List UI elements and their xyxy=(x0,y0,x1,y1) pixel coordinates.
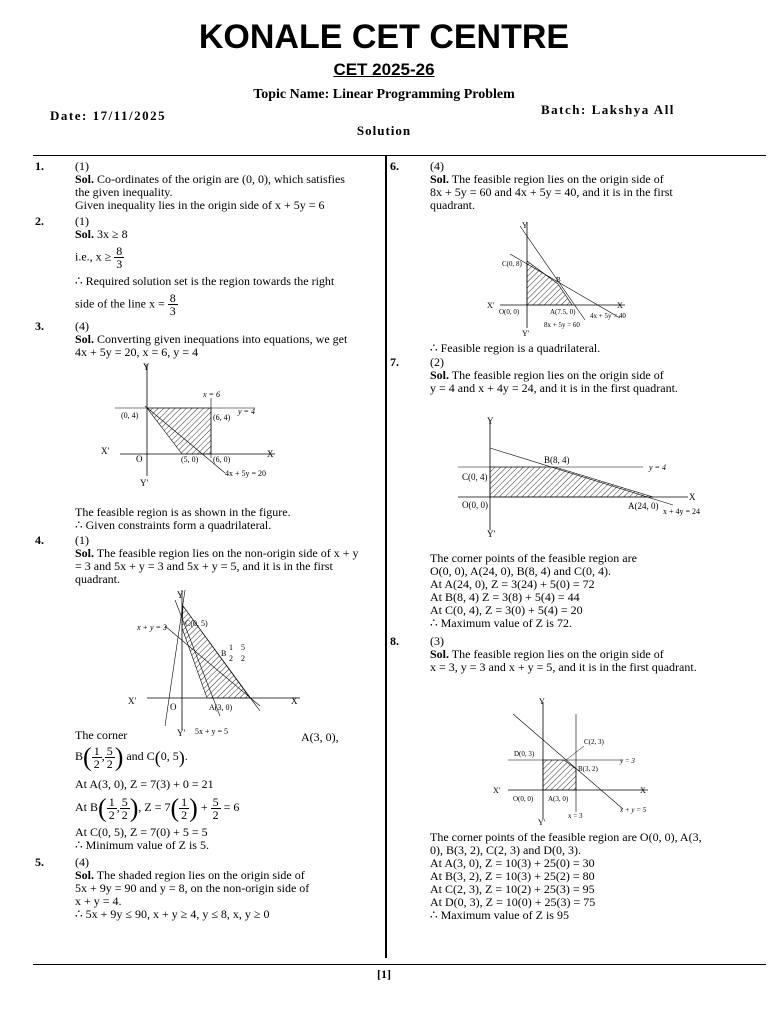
sol-text: The feasible region lies on the origin side of xyxy=(449,172,664,186)
sol-text: Converting given inequations into equations, we get xyxy=(94,332,348,346)
sol-text: 5x + 9y = 90 and y = 8, on the non-origin side of xyxy=(75,881,310,895)
line-label: x + 4y = 24 xyxy=(663,507,701,516)
solution-heading: Solution xyxy=(356,123,412,138)
fraction-part: 5 xyxy=(241,643,245,652)
q6-conclusion xyxy=(430,342,760,355)
sol-text: Co-ordinates of the origin are (0, 0), which satisfies xyxy=(94,172,345,186)
point-label: C(0, 8) xyxy=(502,260,522,268)
q7-evaluation: The corner points of the feasible region are O(0, 0), A(24, 0), B(8, 4) and C(0, 4). At A(24, 0), Z = 3(24) + 5(0) = 72 At B(8, 4) Z = 3(8) + 5(4) = 44 At C(0, 4), Z = 3(0) + 5(4) = 20 ∴ Maximum value of Z is 72. xyxy=(430,551,637,630)
answer: (1) xyxy=(75,159,89,173)
sol-text: ∴ Feasible region is a quadrilateral. xyxy=(430,341,601,355)
axis-label: Y′ xyxy=(538,818,546,826)
sol-label: Sol. xyxy=(430,647,450,661)
origin-label: O xyxy=(136,454,143,464)
date-label: Date: 17/11/2025 xyxy=(50,108,167,123)
axis-label: X xyxy=(617,301,623,310)
sol-text: 4x + 5y = 20, x = 6, y = 4 xyxy=(75,345,199,359)
sol-label: Sol. xyxy=(75,227,95,241)
column-divider xyxy=(385,155,387,958)
axis-label: Y′ xyxy=(487,529,496,539)
axis-label: X′ xyxy=(101,446,110,456)
fraction: $\frac{8}{3}$ xyxy=(169,291,176,318)
q3-conclusion xyxy=(75,506,375,532)
graph-q3 xyxy=(95,358,290,490)
sol-text: 3x ≥ 8 xyxy=(94,227,128,241)
sol-text: = 3 and 5x + y = 3 and 5x + y = 5, and it is in the first xyxy=(75,559,333,573)
point-label: (6, 0) xyxy=(213,455,231,464)
point-label: (6, 4) xyxy=(213,413,231,422)
point-label: O(0, 0) xyxy=(462,500,488,510)
question-number: 7. xyxy=(390,355,399,369)
answer: (4) xyxy=(75,319,89,333)
sol-text: y = 4 and x + 4y = 24, and it is in the first quadrant. xyxy=(430,381,678,395)
axis-label: Y′ xyxy=(140,478,149,488)
sol-text: The feasible region is as shown in the figure. xyxy=(75,505,291,519)
line-label: x + y = 5 xyxy=(620,806,647,814)
sol-text: The feasible region lies on the non-origin side of x + y xyxy=(94,546,359,560)
q8-evaluation: The corner points of the feasible region are O(0, 0), A(3, 0), B(3, 2), C(2, 3) and D(0, 3). At A(3, 0), Z = 10(3) + 25(0) = 30 At B(3, 2), Z = 10(3) + 25(2) = 80 At C(2, 3), Z = 10(2) + 25(3) = 95 At D(0, 3), Z = 10(0) + 25(3) = 75 ∴ Maximum value of Z is 95 xyxy=(430,830,702,922)
page-title: KONALE CET CENTRE xyxy=(198,18,570,56)
point-label: A(3, 0) xyxy=(548,795,569,803)
sol-text: x = 3, y = 3 and x + y = 5, and it is in the first quadrant. xyxy=(430,660,697,674)
answer: (1) xyxy=(75,533,89,547)
sol-text: i.e., x ≥ xyxy=(75,249,115,264)
question-number: 8. xyxy=(390,634,399,648)
q4-z1: At A(3, 0), Z = 7(3) + 0 = 21 xyxy=(75,777,214,791)
axis-label: Y′ xyxy=(177,728,186,738)
q4-tail: At C(0, 5), Z = 7(0) + 5 = 5 ∴ Minimum value of Z is 5. xyxy=(75,825,209,852)
question-number: 1. xyxy=(35,159,44,173)
topic-name: Topic Name: Linear Programming Problem xyxy=(253,87,515,102)
sol-label: Sol. xyxy=(75,868,95,882)
axis-label: X xyxy=(689,492,696,502)
line-label: x = 3 xyxy=(568,812,583,820)
point-label: B(3, 2) xyxy=(578,765,598,773)
point-label: (5, 0) xyxy=(181,455,199,464)
line-label: 4x + 5y = 40 xyxy=(590,312,626,320)
top-rule xyxy=(33,155,766,156)
fraction-part: 1 xyxy=(229,643,233,652)
sol-text: The feasible region lies on the origin side of xyxy=(449,368,664,382)
sol-text: ∴ Required solution set is the region towards the right xyxy=(75,274,335,288)
point-label: A(3, 0) xyxy=(209,703,233,712)
sol-text: quadrant. xyxy=(430,198,475,212)
q4-z2: At B( $\frac{1}{2}$ , $\frac{5}{2}$ ), Z = 7( $\frac{1}{2}$ ) + $\frac{5}{2}$ = 6 xyxy=(75,793,240,823)
exam-subtitle: CET 2025-26 xyxy=(333,60,435,79)
sol-text: quadrant. xyxy=(75,572,120,586)
sol-label: Sol. xyxy=(430,368,450,382)
answer: (2) xyxy=(430,355,444,369)
point-label: B xyxy=(221,649,227,658)
line-label: y = 4 xyxy=(238,407,255,416)
line-label: y = 3 xyxy=(620,757,635,765)
point-label: O(0, 0) xyxy=(513,795,534,803)
sol-label: Sol. xyxy=(75,332,95,346)
q4-corner-points xyxy=(75,729,375,742)
answer: (3) xyxy=(430,634,444,648)
sol-label: Sol. xyxy=(75,172,95,186)
line-label: 4x + 5y = 20 xyxy=(225,469,267,478)
question-number: 5. xyxy=(35,855,44,869)
fraction: $\frac{8}{3}$ xyxy=(116,244,123,271)
sol-text: ∴ 5x + 9y ≤ 90, x + y ≥ 4, y ≤ 8, x, y ≥ 0 xyxy=(75,907,270,921)
point-label: O(0, 0) xyxy=(499,308,520,316)
axis-label: Y xyxy=(177,590,184,600)
point-label: C(0, 4) xyxy=(462,472,488,482)
axis-label: X xyxy=(640,786,646,795)
sol-text: A(3, 0), xyxy=(301,730,339,744)
question-number: 3. xyxy=(35,319,44,333)
sol-text: x + y = 4. xyxy=(75,894,122,908)
sol-text: The corner xyxy=(75,728,128,742)
sol-text: ∴ Given constraints form a quadrilateral. xyxy=(75,518,272,532)
q4-point-b: B( $\frac{1}{2}$ , $\frac{5}{2}$ ) and C(0, 5). xyxy=(75,742,188,772)
axis-label: X′ xyxy=(487,301,495,310)
line-label: x = 6 xyxy=(203,390,220,399)
answer: (4) xyxy=(75,855,89,869)
axis-label: Y xyxy=(487,416,494,426)
question-number: 2. xyxy=(35,214,44,228)
batch-label: Batch: Lakshya All xyxy=(541,102,675,117)
line-label: y = 4 xyxy=(649,463,666,472)
sol-text: the given inequality. xyxy=(75,185,173,199)
sol-text: The feasible region lies on the origin side of xyxy=(449,647,664,661)
point-label: (0, 4) xyxy=(121,411,139,420)
fraction-part: 2 xyxy=(229,654,233,663)
axis-label: X xyxy=(291,696,298,706)
sol-text: Given inequality lies in the origin side of x + 5y = 6 xyxy=(75,198,325,212)
graph-q8 xyxy=(488,694,668,826)
axis-label: Y′ xyxy=(522,329,530,338)
line-label: 5x + y = 5 xyxy=(195,727,229,736)
origin-label: O xyxy=(170,702,177,712)
point-label: C(0, 5) xyxy=(185,619,208,628)
sol-label: Sol. xyxy=(430,172,450,186)
line-label: x + y = 3 xyxy=(137,623,167,632)
axis-label: Y xyxy=(522,221,528,230)
axis-label: Y xyxy=(143,362,150,372)
sol-label: Sol. xyxy=(75,546,95,560)
axis-label: Y xyxy=(539,697,545,706)
question-number: 4. xyxy=(35,533,44,547)
line-label: 8x + 5y = 60 xyxy=(544,321,580,329)
point-label: A(24, 0) xyxy=(628,501,659,511)
answer: (1) xyxy=(75,214,89,228)
point-label: A(7.5, 0) xyxy=(550,308,576,316)
point-label: B(8, 4) xyxy=(544,455,570,465)
fraction-part: 2 xyxy=(241,654,245,663)
sol-text: 8x + 5y = 60 and 4x + 5y = 40, and it is in the first xyxy=(430,185,673,199)
point-label: D(0, 3) xyxy=(514,750,535,758)
graph-q7 xyxy=(448,412,713,540)
axis-label: X′ xyxy=(493,786,501,795)
axis-label: X xyxy=(267,449,274,459)
answer: (4) xyxy=(430,159,444,173)
bottom-rule xyxy=(33,964,766,965)
graph-q6 xyxy=(480,216,645,338)
sol-text: The shaded region lies on the origin side of xyxy=(94,868,305,882)
sol-text: side of the line x = xyxy=(75,296,168,311)
page-number: [1] xyxy=(377,967,391,981)
point-label: C(2, 3) xyxy=(584,738,604,746)
graph-q4 xyxy=(125,586,310,738)
question-number: 6. xyxy=(390,159,399,173)
point-label: B xyxy=(556,276,561,284)
axis-label: X′ xyxy=(128,696,137,706)
